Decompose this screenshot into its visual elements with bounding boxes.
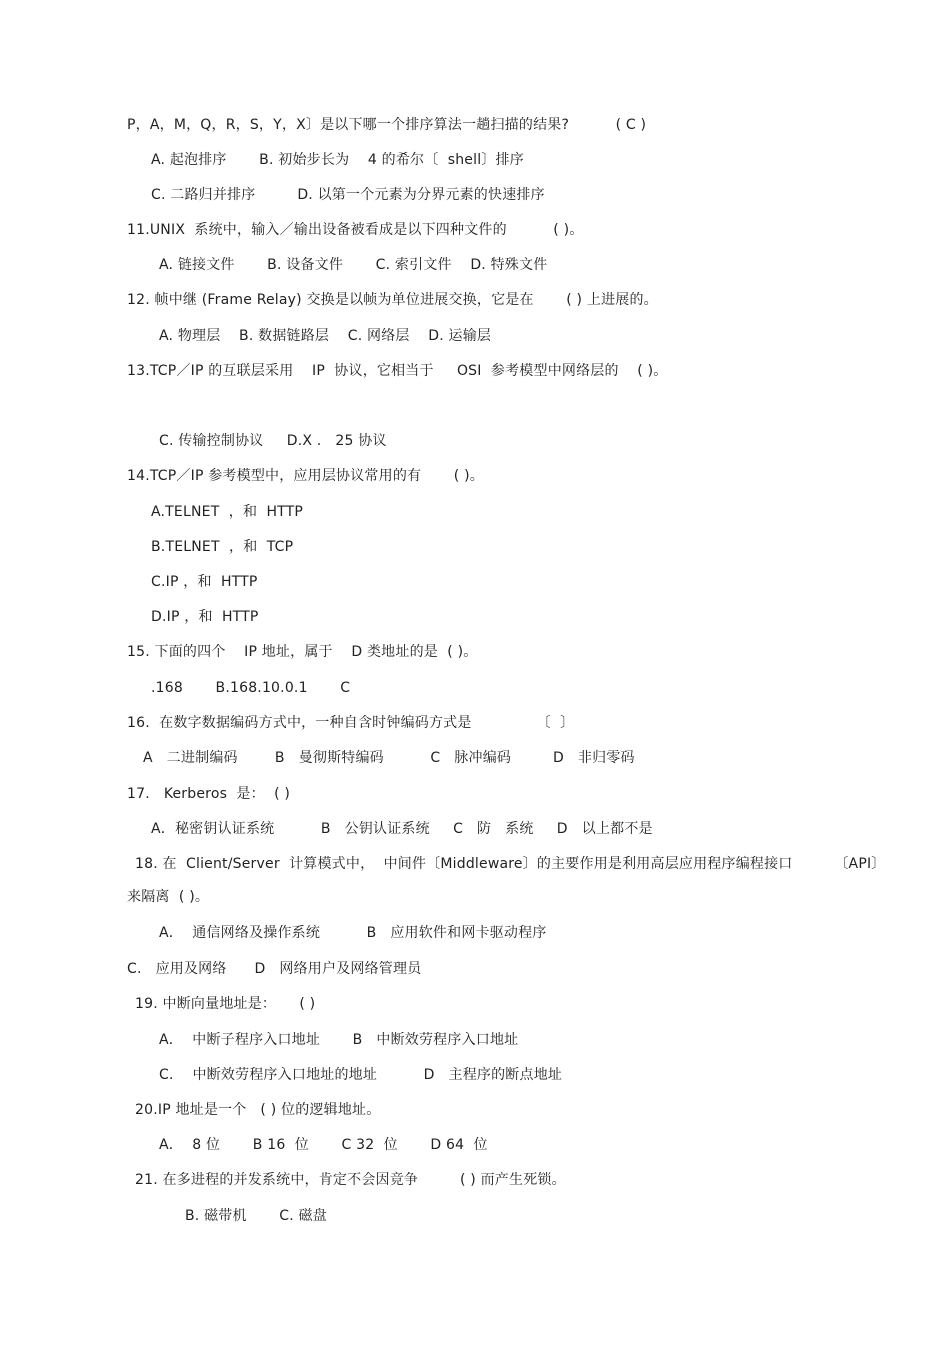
question-12-options: A. 物理层 B. 数据链路层 C. 网络层 D. 运输层: [159, 328, 492, 344]
question-20-stem: 20.IP 地址是一个 ( ) 位的逻辑地址。: [135, 1102, 381, 1118]
question-18-options-ab: A． 通信网络及操作系统 B 应用软件和网卡驱动程序: [159, 925, 547, 941]
question-10-stem-tail: P，A，M，Q，R，S，Y，X〕是以下哪一个排序算法一趟扫描的结果? ( C ): [127, 117, 647, 133]
question-14-stem: 14.TCP／IP 参考模型中，应用层协议常用的有 ( )。: [127, 468, 484, 484]
question-21-stem: 21. 在多进程的并发系统中，肯定不会因竞争 ( ) 而产生死锁。: [135, 1172, 566, 1188]
question-15-options: .168 B.168.10.0.1 C: [151, 680, 351, 696]
question-19-options-cd: C． 中断效劳程序入口地址的地址 D 主程序的断点地址: [159, 1067, 563, 1083]
question-17-options: A．秘密钥认证系统 B 公钥认证系统 C 防 系统 D 以上都不是: [151, 821, 653, 837]
question-14-option-d: D.IP ，和 HTTP: [151, 609, 259, 625]
question-18-stem: 18. 在 Client/Server 计算模式中， 中间件〔Middleware〕的主要作用是利用高层应用程序编程接口 〔API〕: [135, 856, 886, 872]
question-14-option-b: B.TELNET ，和 TCP: [151, 539, 294, 555]
question-16-stem: 16. 在数字数据编码方式中，一种自含时钟编码方式是 〔 〕: [127, 715, 575, 731]
question-11-options: A. 链接文件 B. 设备文件 C. 索引文件 D. 特殊文件: [159, 257, 548, 273]
question-10-options-cd: C. 二路归并排序 D. 以第一个元素为分界元素的快速排序: [151, 187, 545, 203]
question-21-options: B. 磁带机 C. 磁盘: [185, 1208, 327, 1224]
question-16-options: A 二进制编码 B 曼彻斯特编码 C 脉冲编码 D 非归零码: [143, 750, 635, 766]
question-14-option-a: A.TELNET ，和 HTTP: [151, 504, 304, 520]
question-18-stem-continued: 来隔离 ( )。: [127, 889, 210, 905]
question-10-options-ab: A. 起泡排序 B. 初始步长为 4 的希尔〔 shell〕排序: [151, 152, 524, 168]
question-13-options-cd: C. 传输控制协议 D.X . 25 协议: [159, 433, 387, 449]
question-19-stem: 19. 中断向量地址是： ( ): [135, 996, 316, 1012]
question-18-options-cd: C. 应用及网络 D 网络用户及网络管理员: [127, 961, 422, 977]
question-11-stem: 11.UNIX 系统中，输入／输出设备被看成是以下四种文件的 ( )。: [127, 222, 584, 238]
question-17-stem: 17. Kerberos 是： ( ): [127, 786, 291, 802]
question-14-option-c: C.IP ，和 HTTP: [151, 574, 258, 590]
question-13-stem: 13.TCP／IP 的互联层采用 IP 协议，它相当于 OSI 参考模型中网络层的 ( )。: [127, 363, 668, 379]
question-15-stem: 15. 下面的四个 IP 地址，属于 D 类地址的是 ( )。: [127, 644, 478, 660]
question-20-options: A． 8 位 B 16 位 C 32 位 D 64 位: [159, 1137, 488, 1153]
question-12-stem: 12. 帧中继 (Frame Relay) 交换是以帧为单位进展交换，它是在 ( ) 上进展的。: [127, 292, 658, 308]
question-19-options-ab: A． 中断子程序入口地址 B 中断效劳程序入口地址: [159, 1032, 519, 1048]
